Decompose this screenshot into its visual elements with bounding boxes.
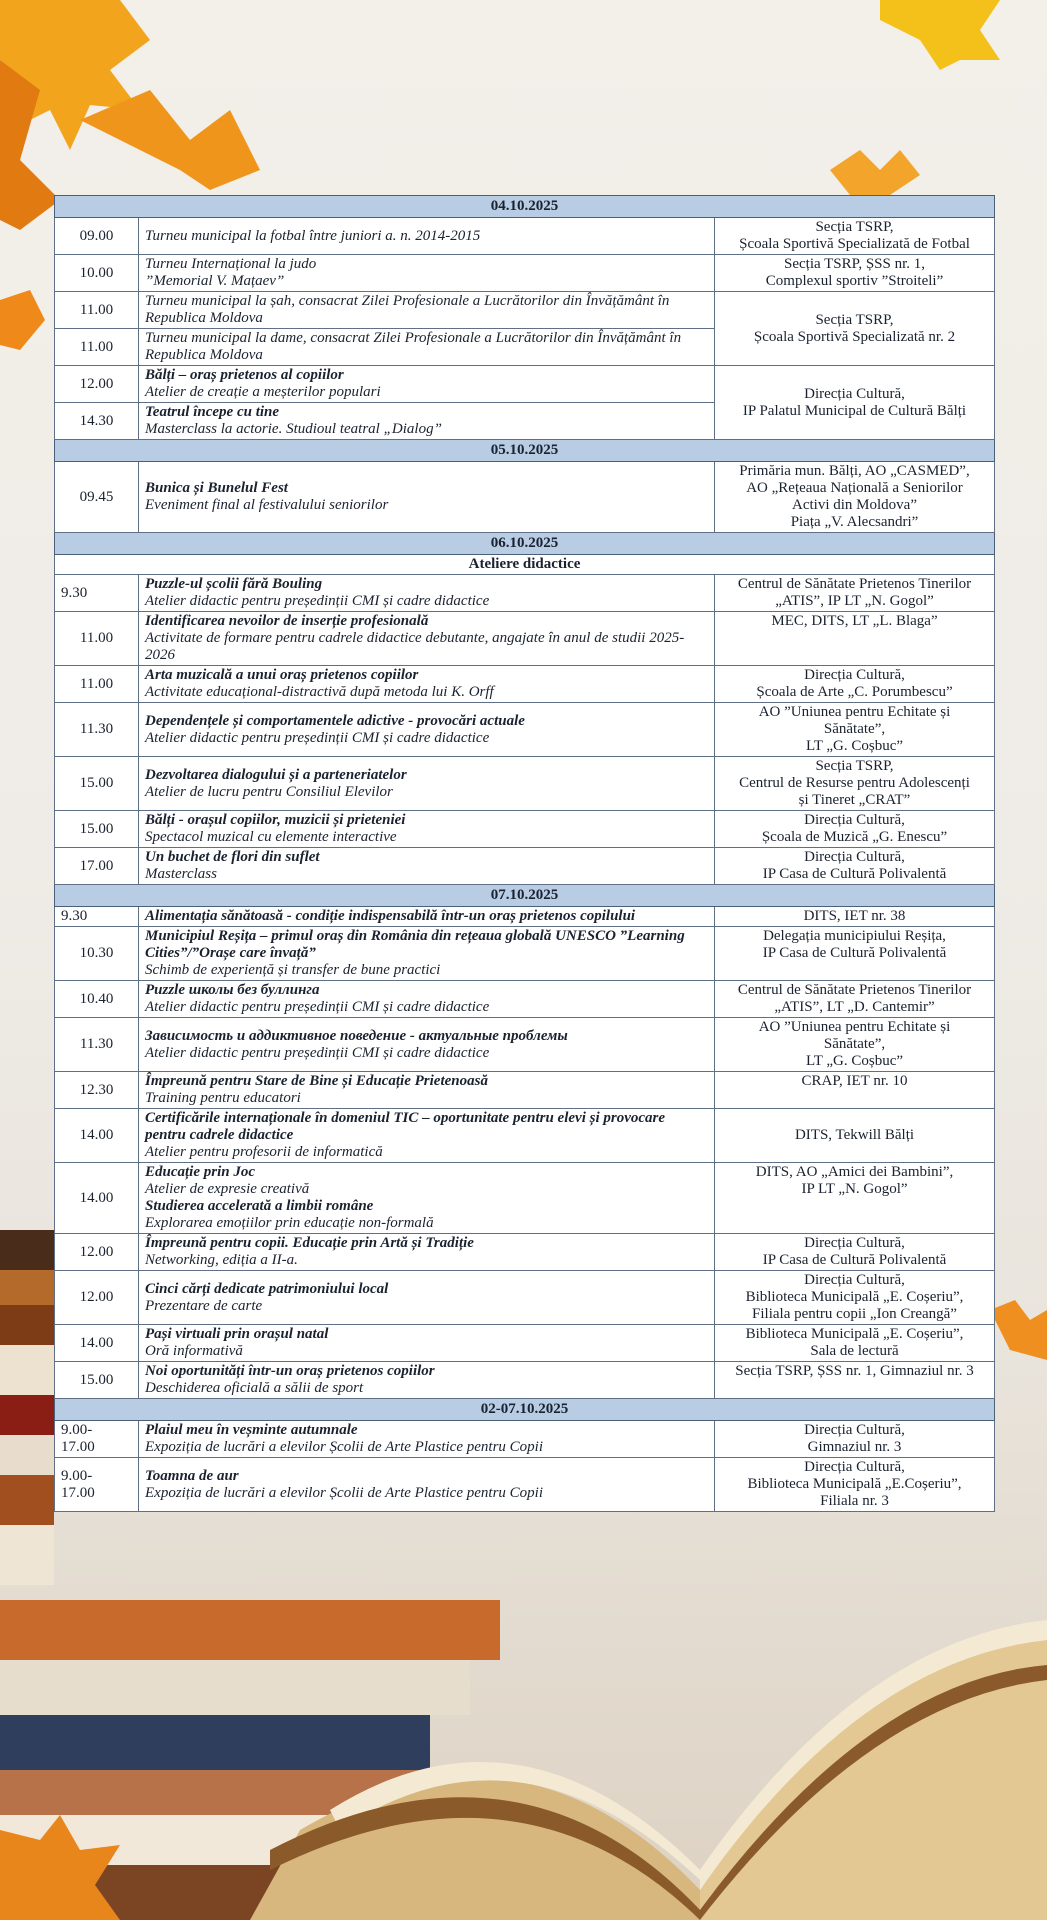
event-row bbox=[55, 1234, 995, 1271]
event-row bbox=[55, 848, 995, 885]
event-cell bbox=[139, 1271, 715, 1325]
event-description: Atelier de lucru pentru Consiliul Elevilor bbox=[145, 783, 393, 800]
organizer-cell bbox=[715, 1072, 995, 1109]
event-row bbox=[55, 666, 995, 703]
event-cell bbox=[139, 329, 715, 366]
event-description: Deschiderea oficială a sălii de sport bbox=[145, 1380, 364, 1396]
date-header: 06.10.2025 bbox=[55, 533, 995, 555]
organizer-cell bbox=[715, 575, 995, 612]
maple-leaf-icon bbox=[0, 290, 45, 350]
event-title: Cinci cărți dedicate patrimoniului local bbox=[145, 1280, 389, 1297]
event-schedule-table bbox=[54, 195, 995, 1512]
event-time: 12.30 bbox=[55, 1072, 139, 1109]
organizer-line: și Tineret „CRAT” bbox=[798, 792, 911, 808]
event-time: 11.00 bbox=[55, 292, 139, 329]
event-description: Atelier de creație a meșterilor populari bbox=[145, 384, 381, 400]
event-time: 9.30 bbox=[55, 907, 139, 927]
event-time: 11.30 bbox=[55, 1018, 139, 1072]
organizer-line: Direcția Cultură, bbox=[804, 849, 905, 865]
event-time: 9.00- 17.00 bbox=[55, 1421, 139, 1458]
organizer-line: DITS, AO „Amici dei Bambini”, bbox=[755, 1164, 954, 1180]
date-header-row bbox=[55, 885, 995, 907]
event-title: Pași virtuali prin orașul natal bbox=[145, 1326, 329, 1342]
event-description: Atelier didactic pentru președinții CMI și cadre didactice bbox=[145, 1044, 490, 1061]
event-row bbox=[55, 1072, 995, 1109]
organizer-cell bbox=[715, 1109, 995, 1163]
organizer-cell bbox=[715, 218, 995, 255]
event-title: Împreună pentru copii. Educație prin Artă și Tradiție bbox=[145, 1235, 474, 1251]
organizer-cell bbox=[715, 981, 995, 1018]
event-description: Schimb de experiență și transfer de bune practici bbox=[145, 962, 441, 978]
event-cell bbox=[139, 403, 715, 440]
organizer-line: Filiala pentru copii „Ion Creangă” bbox=[752, 1306, 957, 1322]
organizer-line: Primăria mun. Bălți, AO „CASMED”, bbox=[739, 463, 970, 479]
event-row bbox=[55, 811, 995, 848]
organizer-line: Direcția Cultură, bbox=[804, 1235, 905, 1251]
organizer-cell bbox=[715, 1458, 995, 1512]
event-row bbox=[55, 703, 995, 757]
event-description: Masterclass la actorie. Studioul teatral „Dialog” bbox=[145, 421, 442, 437]
event-description: Training pentru educatori bbox=[145, 1090, 301, 1106]
organizer-line: Activi din Moldova” bbox=[792, 497, 917, 513]
event-time: 11.00 bbox=[55, 666, 139, 703]
event-row bbox=[55, 292, 995, 329]
event-title: Bălți - orașul copiilor, muzicii și prieteniei bbox=[145, 812, 406, 828]
organizer-cell bbox=[715, 1271, 995, 1325]
organizer-line: Școala Sportivă Specializată nr. 2 bbox=[753, 328, 956, 345]
organizer-line: AO ”Uniunea pentru Echitate și bbox=[758, 704, 951, 720]
organizer-line: AO ”Uniunea pentru Echitate și bbox=[758, 1019, 951, 1035]
event-time: 10.00 bbox=[55, 255, 139, 292]
organizer-cell bbox=[715, 1163, 995, 1234]
event-time: 15.00 bbox=[55, 1362, 139, 1399]
organizer-cell bbox=[715, 366, 995, 440]
organizer-line: Biblioteca Municipală „E.Coșeriu”, bbox=[747, 1476, 962, 1492]
organizer-cell bbox=[715, 666, 995, 703]
event-row bbox=[55, 1421, 995, 1458]
event-row bbox=[55, 612, 995, 666]
event-time: 17.00 bbox=[55, 848, 139, 885]
organizer-line: Direcția Cultură, bbox=[804, 1459, 905, 1475]
organizer-line: Piața „V. Alecsandri” bbox=[790, 514, 919, 530]
event-cell bbox=[139, 575, 715, 612]
event-row bbox=[55, 1362, 995, 1399]
event-cell bbox=[139, 927, 715, 981]
event-title: Bălți – oraș prietenos al copiilor bbox=[145, 367, 344, 383]
event-title: Puzzle-ul școlii fără Bouling bbox=[145, 576, 323, 592]
event-cell bbox=[139, 848, 715, 885]
date-header: 04.10.2025 bbox=[55, 196, 995, 218]
event-description: Spectacol muzical cu elemente interactive bbox=[145, 829, 397, 845]
event-description: Atelier de expresie creativă bbox=[145, 1181, 310, 1197]
organizer-line: Direcția Cultură, bbox=[804, 812, 905, 828]
event-time: 09.45 bbox=[55, 462, 139, 533]
event-title: Dependențele și comportamentele adictive - provocări actuale bbox=[145, 712, 525, 729]
event-cell bbox=[139, 757, 715, 811]
event-time: 10.40 bbox=[55, 981, 139, 1018]
organizer-line: Școala de Arte „C. Porumbescu” bbox=[756, 684, 953, 700]
event-cell bbox=[139, 218, 715, 255]
organizer-line: Direcția Cultură, bbox=[804, 1272, 905, 1288]
event-title: Un buchet de flori din suflet bbox=[145, 849, 320, 865]
event-row bbox=[55, 1458, 995, 1512]
organizer-line: DITS, IET nr. 38 bbox=[803, 908, 906, 924]
event-cell bbox=[139, 255, 715, 292]
event-description: Networking, ediția a II-a. bbox=[145, 1252, 298, 1268]
event-description: Prezentare de carte bbox=[145, 1297, 263, 1314]
organizer-line: Școala de Muzică „G. Enescu” bbox=[761, 829, 948, 845]
event-description: Expoziția de lucrări a elevilor Școlii de Arte Plastice pentru Copii bbox=[145, 1439, 543, 1455]
event-time: 09.00 bbox=[55, 218, 139, 255]
event-row bbox=[55, 218, 995, 255]
event-time: 9.30 bbox=[55, 575, 139, 612]
event-row bbox=[55, 1325, 995, 1362]
organizer-cell bbox=[715, 1234, 995, 1271]
event-time: 11.00 bbox=[55, 329, 139, 366]
organizer-line: IP Casa de Cultură Polivalentă bbox=[762, 866, 947, 882]
event-description: Turneu Internațional la judo ”Memorial V. Mațaev” bbox=[145, 256, 317, 289]
event-cell bbox=[139, 1018, 715, 1072]
event-description: Oră informativă bbox=[145, 1343, 243, 1359]
event-title: Împreună pentru Stare de Bine și Educație Prietenoasă bbox=[145, 1073, 488, 1089]
event-description: Activitate educațional-distractivă după metoda lui K. Orff bbox=[145, 684, 494, 700]
organizer-line: Centrul de Resurse pentru Adolescenți bbox=[739, 775, 970, 791]
event-row bbox=[55, 907, 995, 927]
date-header-row bbox=[55, 196, 995, 218]
event-description: Turneu municipal la șah, consacrat Zilei Profesionale a Lucrătorilor din Învățământ în Republica Moldova bbox=[145, 293, 670, 326]
event-title: Educație prin Joc bbox=[145, 1164, 256, 1180]
event-time: 14.00 bbox=[55, 1163, 139, 1234]
maple-leaf-icon bbox=[830, 150, 920, 195]
event-cell bbox=[139, 1325, 715, 1362]
date-header-row bbox=[55, 1399, 995, 1421]
maple-leaf-icon bbox=[990, 1300, 1047, 1360]
event-title: Arta muzicală a unui oraș prietenos copiilor bbox=[145, 667, 419, 683]
event-cell bbox=[139, 612, 715, 666]
event-cell bbox=[139, 1421, 715, 1458]
event-description: Expoziția de lucrări a elevilor Școlii de Arte Plastice pentru Copii bbox=[145, 1484, 543, 1501]
event-cell bbox=[139, 1109, 715, 1163]
organizer-cell bbox=[715, 927, 995, 981]
organizer-line: Secția TSRP, bbox=[815, 758, 894, 774]
organizer-cell bbox=[715, 703, 995, 757]
event-time: 11.00 bbox=[55, 612, 139, 666]
event-title: Certificările internaționale în domeniul TIC – oportunitate pentru elevi și provocare pentru cadrele didactice bbox=[145, 1110, 666, 1143]
organizer-line: CRAP, IET nr. 10 bbox=[801, 1073, 908, 1089]
event-time: 15.00 bbox=[55, 811, 139, 848]
organizer-line: Direcția Cultură, bbox=[804, 667, 905, 683]
event-row bbox=[55, 757, 995, 811]
organizer-cell bbox=[715, 1018, 995, 1072]
date-header-row bbox=[55, 440, 995, 462]
event-cell bbox=[139, 981, 715, 1018]
event-description: Atelier didactic pentru președinții CMI și cadre didactice bbox=[145, 593, 490, 609]
date-header: 02-07.10.2025 bbox=[55, 1399, 995, 1421]
event-title: Plaiul meu în veșminte autumnale bbox=[145, 1422, 358, 1438]
event-row bbox=[55, 462, 995, 533]
event-row bbox=[55, 1163, 995, 1234]
organizer-line: IP Palatul Municipal de Cultură Bălți bbox=[742, 402, 967, 419]
event-title: Noi oportunități într-un oraș prietenos copiilor bbox=[145, 1363, 435, 1379]
date-header: 07.10.2025 bbox=[55, 885, 995, 907]
event-description: Explorarea emoțiilor prin educație non-formală bbox=[145, 1215, 434, 1231]
event-row bbox=[55, 366, 995, 403]
organizer-line: IP LT „N. Gogol” bbox=[801, 1181, 908, 1197]
organizer-line: Sănătate”, bbox=[823, 721, 886, 737]
organizer-line: IP Casa de Cultură Polivalentă bbox=[762, 945, 947, 961]
subheader-row bbox=[55, 555, 995, 575]
event-time: 14.00 bbox=[55, 1109, 139, 1163]
organizer-line: Secția TSRP, ȘSS nr. 1, bbox=[784, 256, 926, 272]
organizer-cell bbox=[715, 255, 995, 292]
event-row bbox=[55, 927, 995, 981]
organizer-line: Biblioteca Municipală „E. Coșeriu”, bbox=[745, 1326, 964, 1342]
event-cell bbox=[139, 703, 715, 757]
organizer-line: Centrul de Sănătate Prietenos Tinerilor bbox=[737, 982, 972, 998]
event-title: Toamna de aur bbox=[145, 1467, 239, 1484]
organizer-line: LT „G. Coșbuc” bbox=[805, 1053, 904, 1069]
event-cell bbox=[139, 1163, 715, 1234]
event-title: Teatrul începe cu tine bbox=[145, 404, 280, 420]
organizer-line: Școala Sportivă Specializată de Fotbal bbox=[739, 236, 970, 252]
organizer-cell bbox=[715, 612, 995, 666]
event-description: Turneu municipal la dame, consacrat Zilei Profesionale a Lucrătorilor din Învățământ în Republica Moldova bbox=[145, 330, 682, 363]
event-row bbox=[55, 575, 995, 612]
event-time: 12.00 bbox=[55, 366, 139, 403]
event-title: Identificarea nevoilor de inserție profesională bbox=[145, 613, 429, 629]
event-description: Atelier didactic pentru președinții CMI și cadre didactice bbox=[145, 729, 490, 746]
organizer-line: LT „G. Coșbuc” bbox=[805, 738, 904, 754]
event-title: Studierea accelerată a limbii române bbox=[145, 1198, 374, 1214]
event-title: Dezvoltarea dialogului și a parteneriatelor bbox=[145, 766, 407, 783]
event-title: Alimentația sănătoasă - condiție indispensabilă într-un oraș prietenos copilului bbox=[145, 908, 636, 924]
organizer-cell bbox=[715, 1362, 995, 1399]
organizer-cell bbox=[715, 292, 995, 366]
organizer-line: Gimnaziul nr. 3 bbox=[807, 1439, 902, 1455]
event-time: 9.00- 17.00 bbox=[55, 1458, 139, 1512]
event-time: 12.00 bbox=[55, 1234, 139, 1271]
event-description: Turneu municipal la fotbal între juniori a. n. 2014-2015 bbox=[145, 227, 481, 244]
event-time: 15.00 bbox=[55, 757, 139, 811]
event-title: Зависимость и аддиктивное поведение - актуальные проблемы bbox=[145, 1027, 568, 1044]
event-cell bbox=[139, 1234, 715, 1271]
event-description: Eveniment final al festivalului seniorilor bbox=[145, 497, 389, 513]
event-description: Atelier didactic pentru președinții CMI și cadre didactice bbox=[145, 999, 490, 1015]
event-cell bbox=[139, 666, 715, 703]
organizer-line: Direcția Cultură, bbox=[804, 385, 905, 402]
date-header: 05.10.2025 bbox=[55, 440, 995, 462]
event-cell bbox=[139, 811, 715, 848]
event-time: 12.00 bbox=[55, 1271, 139, 1325]
organizer-line: Filiala nr. 3 bbox=[820, 1493, 889, 1509]
event-time: 14.00 bbox=[55, 1325, 139, 1362]
organizer-line: Complexul sportiv ”Stroiteli” bbox=[765, 273, 944, 289]
event-row bbox=[55, 1109, 995, 1163]
organizer-line: AO „Rețeaua Națională a Seniorilor bbox=[746, 480, 963, 496]
organizer-cell bbox=[715, 757, 995, 811]
event-cell bbox=[139, 1072, 715, 1109]
organizer-cell bbox=[715, 811, 995, 848]
event-row bbox=[55, 1018, 995, 1072]
organizer-line: Delegația municipiului Reșița, bbox=[763, 928, 946, 944]
organizer-cell bbox=[715, 462, 995, 533]
organizer-line: Direcția Cultură, bbox=[804, 1422, 905, 1438]
event-title: Bunica și Bunelul Fest bbox=[145, 480, 288, 496]
organizer-line: Sala de lectură bbox=[810, 1343, 899, 1359]
event-cell bbox=[139, 292, 715, 329]
maple-leaf-icon bbox=[880, 0, 1000, 70]
event-cell bbox=[139, 366, 715, 403]
organizer-cell bbox=[715, 1421, 995, 1458]
organizer-line: MEC, DITS, LT „L. Blaga” bbox=[771, 613, 938, 629]
section-subheader: Ateliere didactice bbox=[55, 555, 995, 575]
event-description: Masterclass bbox=[145, 866, 217, 882]
event-description: Activitate de formare pentru cadrele didactice debutante, angajate în anul de studii 2025-2026 bbox=[145, 630, 685, 663]
event-title: Municipiul Reșița – primul oraș din România din rețeaua globală UNESCO ”Learning Cities”/”Orașe care învață” bbox=[145, 928, 685, 961]
event-cell bbox=[139, 1362, 715, 1399]
event-title: Puzzle школы без буллинга bbox=[145, 982, 320, 998]
event-time: 14.30 bbox=[55, 403, 139, 440]
organizer-line: DITS, Tekwill Bălți bbox=[794, 1127, 915, 1143]
event-time: 10.30 bbox=[55, 927, 139, 981]
organizer-cell bbox=[715, 848, 995, 885]
organizer-cell bbox=[715, 907, 995, 927]
event-row bbox=[55, 1271, 995, 1325]
organizer-line: Centrul de Sănătate Prietenos Tinerilor bbox=[737, 576, 972, 592]
organizer-line: Secția TSRP, bbox=[815, 219, 894, 235]
organizer-line: Sănătate”, bbox=[823, 1036, 886, 1052]
event-description: Atelier pentru profesorii de informatică bbox=[145, 1144, 383, 1160]
event-cell bbox=[139, 907, 715, 927]
event-row bbox=[55, 255, 995, 292]
organizer-line: Biblioteca Municipală „E. Coșeriu”, bbox=[745, 1289, 964, 1305]
organizer-line: „ATIS”, LT „D. Cantemir” bbox=[774, 999, 935, 1015]
organizer-line: IP Casa de Cultură Polivalentă bbox=[762, 1252, 947, 1268]
organizer-line: „ATIS”, IP LT „N. Gogol” bbox=[775, 593, 934, 609]
event-cell bbox=[139, 1458, 715, 1512]
event-cell bbox=[139, 462, 715, 533]
date-header-row bbox=[55, 533, 995, 555]
event-time: 11.30 bbox=[55, 703, 139, 757]
organizer-cell bbox=[715, 1325, 995, 1362]
event-row bbox=[55, 981, 995, 1018]
organizer-line: Secția TSRP, bbox=[815, 311, 894, 328]
organizer-line: Secția TSRP, ȘSS nr. 1, Gimnaziul nr. 3 bbox=[735, 1363, 974, 1379]
